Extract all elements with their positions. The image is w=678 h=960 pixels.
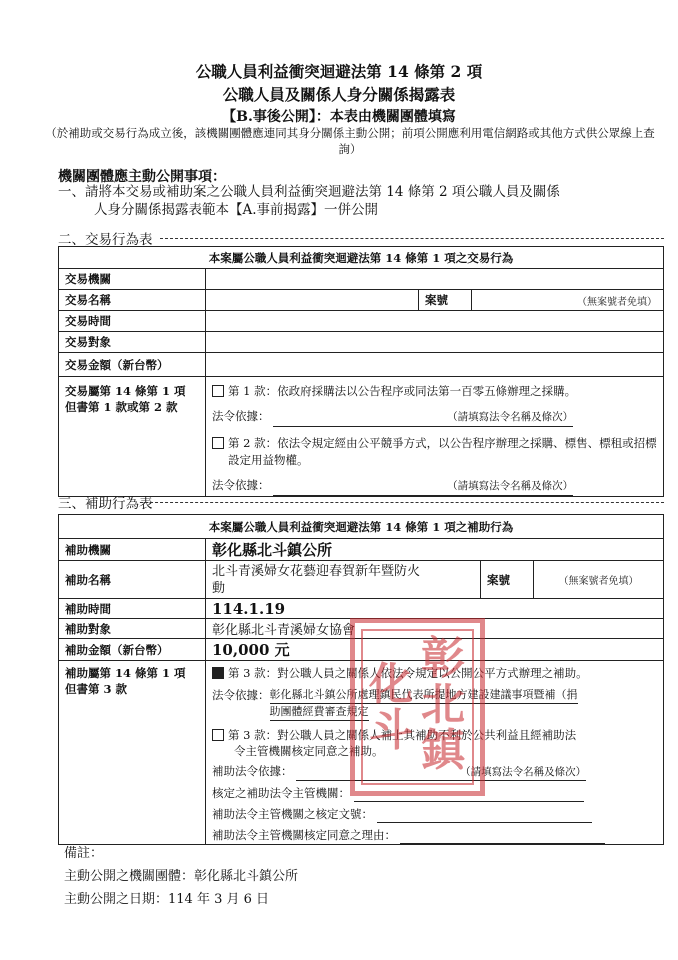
subsidy-option1-text: 第 3 款：對公職人員之關係人依法令規定以公開公平方式辦理之補助。	[228, 666, 588, 680]
subsidy-option2-checkbox[interactable]	[212, 729, 224, 741]
subsidy-reason-label: 補助法令主管機關核定同意之理由：	[212, 828, 396, 842]
subsidy-law-value-line1: 彰化縣北斗鎮公所處理鎮民代表所提地方建設建議事項暨補（捐	[270, 687, 578, 704]
section1-item-line2: 人身分關係揭露表範本【A.事前揭露】一併公開	[94, 202, 379, 218]
transaction-clause-label-line2: 但書第 1 款或第 2 款	[65, 400, 178, 414]
subsidy-name-line1: 北斗青溪婦女花藝迎春賀新年暨防火	[212, 563, 421, 579]
transaction-law1-label: 法令依據：	[212, 409, 270, 423]
section1-item-line1: 一、請將本交易或補助案之公職人員利益衝突迴避法第 14 條第 2 項公職人員及關係	[58, 184, 560, 200]
subsidy-name-label: 補助名稱	[59, 561, 206, 599]
memo-date: 主動公開之日期：114 年 3 月 6 日	[64, 892, 270, 907]
section3-divider	[140, 502, 664, 503]
transaction-case-label: 案號	[419, 290, 472, 311]
subsidy-target-label: 補助對象	[59, 619, 206, 639]
transaction-law2-label: 法令依據：	[212, 478, 270, 492]
subsidy-target-value: 彰化縣北斗青溪婦女協會	[206, 619, 664, 639]
subsidy-option2-line2: 令主管機關核定同意之補助。	[234, 744, 384, 758]
transaction-time-field[interactable]	[206, 311, 664, 332]
subsidy-basis-label: 補助法令依據：	[212, 764, 293, 778]
memo-heading: 備註：	[64, 846, 104, 861]
transaction-amount-label: 交易金額（新台幣）	[59, 353, 206, 377]
subsidy-law-label: 法令依據：	[212, 688, 270, 702]
subsidy-clause-label	[59, 661, 206, 845]
transaction-law2-field[interactable]: （請填寫法令名稱及條次）	[273, 478, 573, 496]
subsidy-reason	[212, 827, 657, 844]
subsidy-option2-line1: 第 3 款：對公職人員之關係人補上其補助不利於公共利益且經補助法	[228, 728, 577, 742]
transaction-name-label: 交易名稱	[59, 290, 206, 311]
subsidy-name-value	[206, 561, 481, 599]
transaction-amount-field[interactable]	[206, 353, 664, 377]
seal-glyph-1: 彰	[421, 633, 465, 684]
subsidy-table-header: 本案屬公職人員利益衝突迴避法第 14 條第 1 項之補助行為	[59, 515, 664, 539]
seal-glyph-4: 化	[369, 659, 413, 710]
seal-glyph-2: 北	[421, 679, 465, 730]
seal-glyph-5: 斗	[369, 705, 413, 756]
form-title-type: 【B.事後公開】：本表由機關團體填寫	[222, 109, 456, 125]
section1-item	[58, 183, 658, 219]
transaction-clause-label-line1: 交易屬第 14 條第 1 項	[65, 384, 186, 398]
transaction-agency-label: 交易機關	[59, 269, 206, 290]
subsidy-doc-field[interactable]	[377, 806, 592, 823]
subsidy-option1-checkbox[interactable]	[212, 667, 224, 679]
transaction-target-label: 交易對象	[59, 332, 206, 353]
subsidy-case-hint[interactable]: （無案號者免填）	[534, 561, 664, 599]
transaction-option2-text: 第 2 款：依法令規定經由公平競爭方式，以公告程序辦理之採購、標售、標租或招標設定用益物權。	[228, 436, 657, 467]
transaction-table-header: 本案屬公職人員利益衝突迴避法第 14 條第 1 項之交易行為	[59, 247, 664, 269]
transaction-option1-checkbox[interactable]	[212, 385, 224, 397]
section3-heading: 三、補助行為表	[58, 496, 153, 512]
subsidy-case-label: 案號	[481, 561, 534, 599]
subsidy-clause-label-line1: 補助屬第 14 條第 1 項	[65, 666, 186, 680]
transaction-case-hint[interactable]: （無案號者免填）	[472, 290, 664, 311]
subsidy-amount-value: 10,000 元	[206, 639, 664, 661]
transaction-clause-options	[206, 377, 664, 497]
transaction-option1[interactable]	[212, 383, 657, 400]
subsidy-doc-label: 補助法令主管機關之核定文號：	[212, 807, 373, 821]
section2-heading: 二、交易行為表	[58, 232, 153, 248]
subsidy-agency-value: 彰化縣北斗鎮公所	[206, 539, 664, 561]
memo-publisher: 主動公開之機關團體：彰化縣北斗鎮公所	[64, 869, 299, 884]
form-title-law: 公職人員利益衝突迴避法第 14 條第 2 項	[195, 62, 483, 81]
transaction-table	[58, 246, 664, 497]
subsidy-law-value-line2: 助團體經費審查規定	[270, 704, 369, 721]
section1-heading: 機關團體應主動公開事項：	[58, 169, 226, 185]
seal-glyph-3: 鎮	[421, 725, 465, 776]
transaction-law1	[212, 408, 657, 427]
subsidy-name-line2: 動	[212, 580, 226, 596]
transaction-time-label: 交易時間	[59, 311, 206, 332]
subsidy-authority-label: 核定之補助法令主管機關：	[212, 786, 350, 800]
subsidy-clause-label-line2: 但書第 3 款	[65, 682, 128, 696]
transaction-agency-field[interactable]	[206, 269, 664, 290]
transaction-law2	[212, 477, 657, 496]
form-note: （於補助或交易行為成立後，該機關團體應連同其身分關係主動公開；前項公開應利用電信網路或其他方式供公眾線上查詢）	[45, 126, 655, 156]
transaction-option2[interactable]	[212, 435, 657, 469]
subsidy-doc	[212, 806, 657, 823]
transaction-option2-checkbox[interactable]	[212, 437, 224, 449]
transaction-name-field[interactable]	[206, 290, 419, 311]
subsidy-agency-label: 補助機關	[59, 539, 206, 561]
official-seal-stamp	[350, 618, 485, 796]
form-title-main: 公職人員及關係人身分關係揭露表	[222, 85, 456, 104]
transaction-option1-text: 第 1 款：依政府採購法以公告程序或同法第一百零五條辦理之採購。	[228, 384, 577, 398]
section2-divider	[160, 238, 664, 239]
transaction-law1-field[interactable]: （請填寫法令名稱及條次）	[273, 409, 573, 427]
subsidy-basis-field[interactable]: （請填寫法令名稱及條次）	[296, 764, 586, 781]
subsidy-time-value: 114.1.19	[206, 599, 664, 619]
transaction-clause-label	[59, 377, 206, 497]
subsidy-time-label: 補助時間	[59, 599, 206, 619]
subsidy-reason-field[interactable]	[400, 827, 605, 844]
subsidy-amount-label: 補助金額（新台幣）	[59, 639, 206, 661]
transaction-target-field[interactable]	[206, 332, 664, 353]
